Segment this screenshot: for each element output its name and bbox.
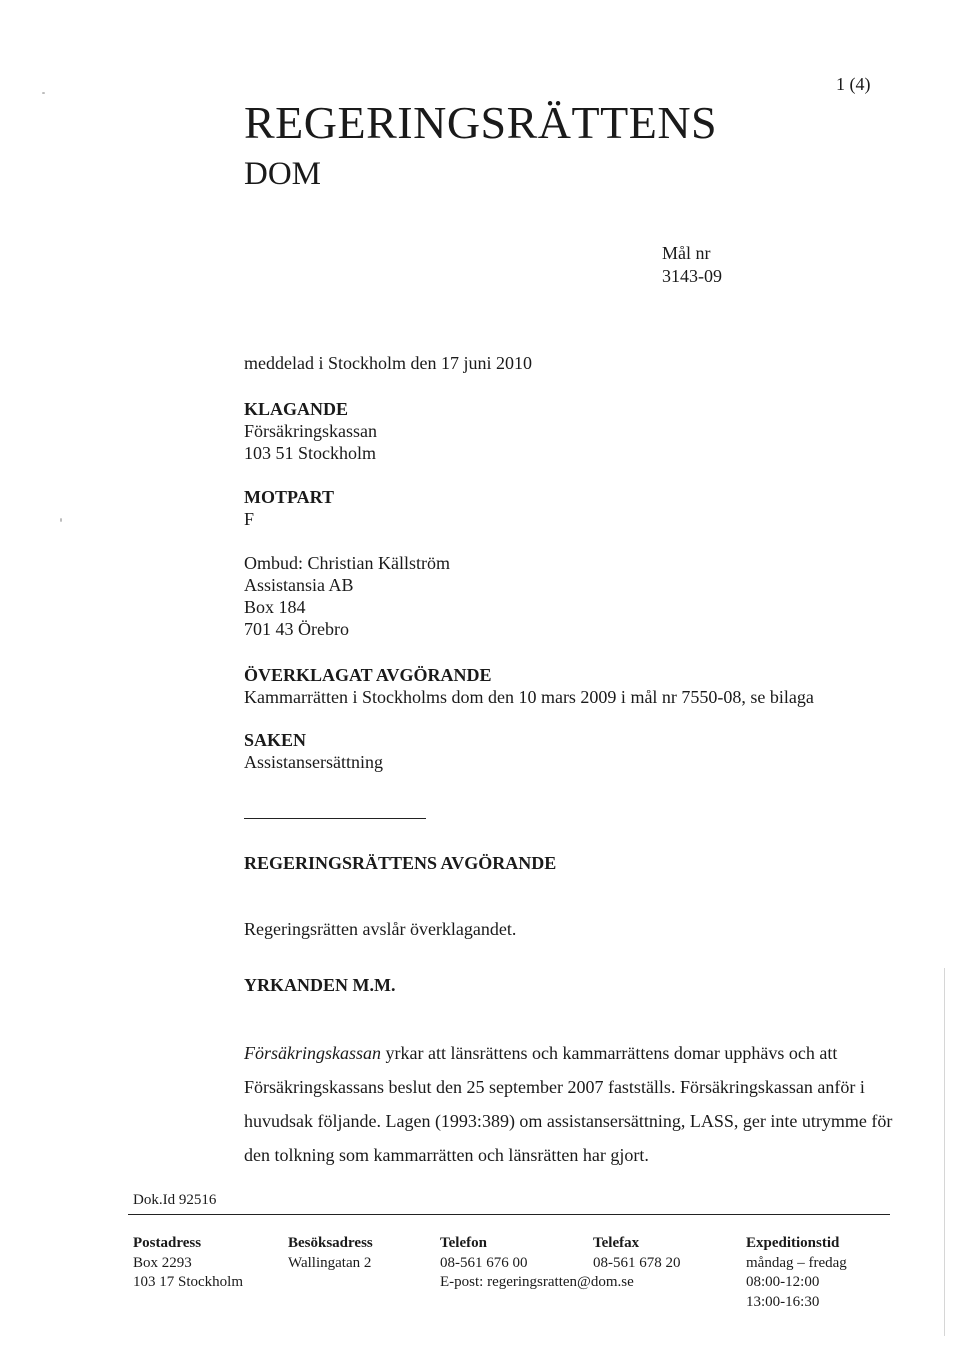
footer-postal-box: Box 2293 <box>133 1254 192 1271</box>
court-title: REGERINGSRÄTTENS <box>244 97 718 148</box>
respondent-name: F <box>244 509 255 529</box>
matter-heading: SAKEN <box>244 730 307 750</box>
footer-hours-heading: Expeditionstid <box>746 1235 840 1251</box>
respondent-city: 701 43 Örebro <box>244 619 349 639</box>
document-type: DOM <box>244 156 322 192</box>
decision-text: Regeringsrätten avslår överklagandet. <box>244 919 517 939</box>
issued-line: meddelad i Stockholm den 17 juni 2010 <box>244 353 532 373</box>
appellant-name: Försäkringskassan <box>244 421 377 441</box>
footer-phone-heading: Telefon <box>440 1235 487 1251</box>
appealed-decision-heading: ÖVERKLAGAT AVGÖRANDE <box>244 665 492 685</box>
respondent-box: Box 184 <box>244 597 306 617</box>
respondent-section <box>244 486 450 640</box>
footer-postal-city: 103 17 Stockholm <box>133 1274 244 1290</box>
appellant-section <box>244 398 377 464</box>
footer-divider <box>128 1214 890 1215</box>
decision-heading: REGERINGSRÄTTENS AVGÖRANDE <box>244 853 557 873</box>
claims-text: yrkar att länsrättens och kammarrättens domar upphävs och att Försäkringskassans beslut den 25 september 2007 fastställs. Försäkringskassan anför i huvudsak följande. Lagen (1993:389) om assistansersättning, LASS, ger inte utrymme för den tolkning som kammarrätten och länsrätten har gjort. <box>244 1043 893 1165</box>
footer-hours-morning: 08:00-12:00 <box>746 1274 820 1290</box>
footer-postal <box>133 1234 243 1293</box>
footer-phone-number: 08-561 676 00 <box>440 1254 528 1271</box>
footer-hours-days: måndag – fredag <box>746 1254 847 1271</box>
section-divider <box>244 818 426 819</box>
appellant-address: 103 51 Stockholm <box>244 443 377 463</box>
case-number-label: Mål nr <box>662 243 711 263</box>
scan-speck <box>42 92 45 94</box>
respondent-counsel: Ombud: Christian Källström <box>244 553 450 573</box>
respondent-heading: MOTPART <box>244 487 335 507</box>
footer-fax <box>593 1234 681 1273</box>
footer-fax-heading: Telefax <box>593 1235 640 1251</box>
respondent-company: Assistansia AB <box>244 575 354 595</box>
appellant-heading: KLAGANDE <box>244 399 349 419</box>
footer-postal-heading: Postadress <box>133 1235 202 1251</box>
footer-hours <box>746 1234 847 1312</box>
footer-visit-street: Wallingatan 2 <box>288 1254 372 1271</box>
document-id: Dok.Id 92516 <box>133 1192 217 1208</box>
claims-paragraph <box>244 1036 894 1172</box>
matter-text: Assistansersättning <box>244 752 383 772</box>
scan-margin-line <box>944 968 945 1336</box>
claims-party: Försäkringskassan <box>244 1043 382 1063</box>
claims-heading: YRKANDEN M.M. <box>244 975 396 995</box>
footer-fax-number: 08-561 678 20 <box>593 1254 681 1271</box>
footer-hours-afternoon: 13:00-16:30 <box>746 1293 820 1310</box>
footer-email: E-post: regeringsratten@dom.se <box>440 1274 634 1290</box>
appealed-decision-section <box>244 664 814 708</box>
page-number: 1 (4) <box>836 74 871 94</box>
scan-speck <box>60 518 62 522</box>
matter-section <box>244 729 383 773</box>
footer-visit-heading: Besöksadress <box>288 1235 373 1251</box>
footer-visit <box>288 1234 373 1273</box>
case-number: 3143-09 <box>662 266 722 286</box>
appealed-decision-text: Kammarrätten i Stockholms dom den 10 mars 2009 i mål nr 7550-08, se bilaga <box>244 687 814 707</box>
